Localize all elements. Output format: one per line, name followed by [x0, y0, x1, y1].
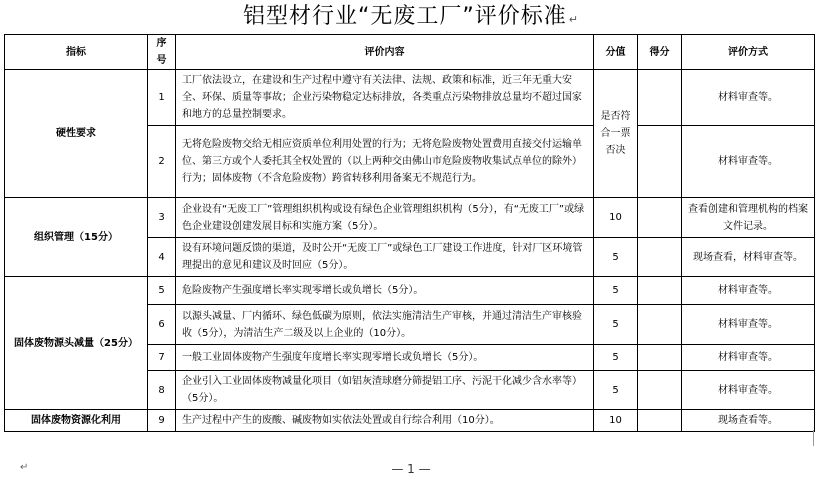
row-method: 材料审查等。 [682, 305, 815, 345]
row-method: 现场查看等。 [682, 410, 815, 432]
document-title-text: 铝型材行业“无废工厂”评价标准 [242, 4, 567, 29]
row-method: 材料审查等。 [682, 277, 815, 305]
header-indicator: 指标 [5, 35, 148, 70]
row-method: 材料审查等。 [682, 70, 815, 126]
row-score: 10 [594, 198, 638, 238]
row-content: 工厂依法设立，在建设和生产过程中遵守有关法律、法规、政策和标准，近三年无重大安全、环保、质量等事故；企业污染物稳定达标排放，各类重点污染物排放总量均不超过国家和地方的总量控制要求。 [176, 70, 594, 126]
row-earned [638, 345, 682, 371]
row-score: 5 [594, 371, 638, 410]
table-row [5, 70, 815, 126]
group-resource-utilization: 固体废物资源化利用 [5, 410, 148, 432]
row-content: 企业引入工业固体废物减量化项目（如铝灰渣球磨分筛提铝工序、污泥干化减少含水率等）（5分）。 [176, 371, 594, 410]
row-content: 无将危险废物交给无相应资质单位利用处置的行为；无将危险废物处置费用直接交付运输单位、第三方或个人委托其全权处置的（以上两种交由佛山市危险废物收集试点单位的除外）行为；固体废物（不含危险废物）跨省转移利用备案无不规范行为。 [176, 126, 594, 198]
row-score: 5 [594, 238, 638, 277]
group-hard-requirement: 硬性要求 [5, 70, 148, 198]
row-content: 设有环境问题反馈的渠道，及时公开“无废工厂”或绿色工厂建设工作进度，针对厂区环境管理提出的意见和建议及时回应（5分）。 [176, 238, 594, 277]
header-method: 评价方式 [682, 35, 815, 70]
row-earned [638, 70, 682, 126]
row-content: 企业设有“无废工厂”管理组织机构或设有绿色企业管理组织机构（5分），有“无废工厂”或绿色企业建设创建发展目标和实施方案（5分）。 [176, 198, 594, 238]
row-earned [638, 277, 682, 305]
row-score: 5 [594, 305, 638, 345]
row-number: 7 [148, 345, 176, 371]
group-hard-score: 是否符合一票否决 [594, 70, 638, 198]
row-number: 4 [148, 238, 176, 277]
table-row [5, 410, 815, 432]
row-number: 9 [148, 410, 176, 432]
row-content: 危险废物产生强度增长率实现零增长或负增长（5分）。 [176, 277, 594, 305]
table-row [5, 198, 815, 238]
paragraph-mark-icon: ↵ [20, 462, 29, 473]
row-earned [638, 126, 682, 198]
header-number: 序号 [148, 35, 176, 70]
row-number: 6 [148, 305, 176, 345]
group-organization: 组织管理（15分） [5, 198, 148, 277]
row-content: 一般工业固体废物产生强度年度增长率实现零增长或负增长（5分）。 [176, 345, 594, 371]
row-method: 查看创建和管理机构的档案文件记录。 [682, 198, 815, 238]
row-earned [638, 198, 682, 238]
row-number: 2 [148, 126, 176, 198]
row-earned [638, 238, 682, 277]
row-earned [638, 410, 682, 432]
row-content: 以源头减量、厂内循环、绿色低碳为原则，依法实施清洁生产审核，并通过清洁生产审核验收（5分），为清洁生产二级及以上企业的（10分）。 [176, 305, 594, 345]
table-header-row [5, 35, 815, 70]
row-number: 3 [148, 198, 176, 238]
row-method: 现场查看，材料审查等。 [682, 238, 815, 277]
row-method: 材料审查等。 [682, 126, 815, 198]
paragraph-mark-icon: ↵ [568, 13, 579, 26]
page-right-border [813, 430, 820, 446]
row-earned [638, 305, 682, 345]
group-source-reduction: 固体废物源头减量（25分） [5, 277, 148, 410]
row-score: 5 [594, 345, 638, 371]
row-number: 5 [148, 277, 176, 305]
row-content: 生产过程中产生的废酸、碱废物如实依法处置或自行综合利用（10分）。 [176, 410, 594, 432]
row-number: 8 [148, 371, 176, 410]
header-content: 评价内容 [176, 35, 594, 70]
page-number: — 1 — [391, 462, 431, 476]
row-method: 材料审查等。 [682, 345, 815, 371]
row-number: 1 [148, 70, 176, 126]
table-row [5, 277, 815, 305]
row-earned [638, 371, 682, 410]
row-score: 5 [594, 277, 638, 305]
header-score: 分值 [594, 35, 638, 70]
document-title [0, 2, 822, 35]
header-earned: 得分 [638, 35, 682, 70]
row-method: 材料审查等。 [682, 371, 815, 410]
evaluation-table [4, 34, 815, 432]
row-score: 10 [594, 410, 638, 432]
